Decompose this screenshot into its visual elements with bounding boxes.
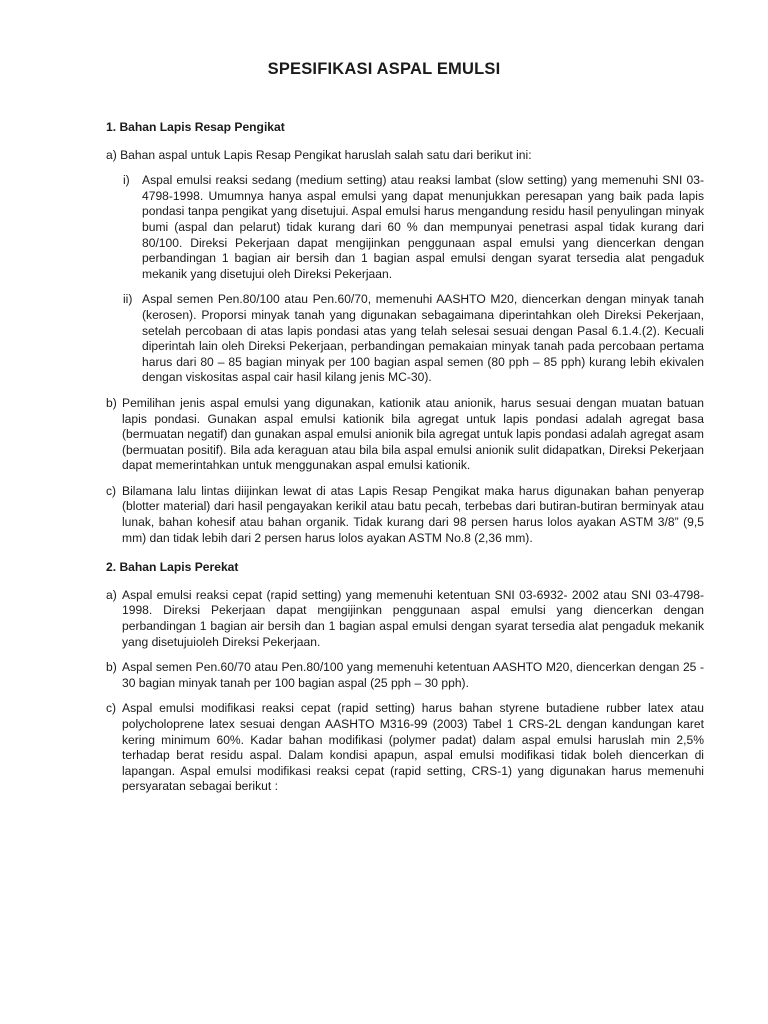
section-2-heading: 2. Bahan Lapis Perekat [106, 560, 239, 575]
list-item [123, 173, 704, 282]
document-body [106, 120, 704, 805]
list-marker: c) [106, 483, 117, 498]
list-marker: b) [106, 660, 117, 675]
section-1-intro: a) Bahan aspal untuk Lapis Resap Pengikat haruslah salah satu dari berikut ini: [106, 147, 532, 162]
list-item-text: Pemilihan jenis aspal emulsi yang digunakan, kationik atau anionik, harus sesuai dengan muatan batuan lapis pondasi. Gunakan aspal emulsi kationik bila agregat untuk lapis pondasi adalah agregat basa (bermuatan negatif) dan gunakan aspal emulsi anionik bila agregat untuk lapis pondasi adalah agregat asam (bermuatan positif). Bila ada keraguan atau bila bila aspal emulsi anionik sulit didapatkan, Direksi Pekerjaan dapat memerintahkan untuk menggunakan aspal emulsi kationik. [122, 395, 704, 473]
list-marker: a) [106, 587, 117, 602]
list-marker: b) [106, 395, 117, 410]
list-item-text: Aspal semen Pen.60/70 atau Pen.80/100 yang memenuhi ketentuan AASHTO M20, diencerkan dengan 25 - 30 bagian minyak tanah per 100 bagian aspal (25 pph – 30 pph). [122, 660, 704, 690]
list-marker: ii) [123, 292, 133, 307]
list-item-text: Aspal emulsi reaksi cepat (rapid setting) yang memenuhi ketentuan SNI 03-6932- 2002 atau SNI 03-4798-1998. Direksi Pekerjaan dapat mengijinkan penggunaan aspal emulsi yang diencerkan dengan perbandingan 1 bagian air bersih dan 1 bagian aspal emulsi dengan syarat tersedia alat pengaduk mekanik yang disetujuioleh Direksi Pekerjaan. [122, 587, 704, 649]
list-item-text: Aspal emulsi reaksi sedang (medium setting) atau reaksi lambat (slow setting) yang memenuhi SNI 03-4798-1998. Umumnya hanya aspal emulsi yang dapat menunjukkan peresapan yang baik pada lapis pondasi tanpa pengikat yang disetujui. Aspal emulsi harus mengandung residu hasil penyulingan minyak bumi (aspal dan pelarut) tidak kurang dari 60 % dan mempunyai penetrasi aspal tidak kurang dari 80/100. Direksi Pekerjaan dapat mengijinkan penggunaan aspal emulsi yang diencerkan dengan perbandingan 1 bagian air bersih dan 1 bagian aspal emulsi dengan syarat tersedia alat pengaduk mekanik yang disetujui oleh Direksi Pekerjaan. [142, 173, 704, 281]
document-title: SPESIFIKASI ASPAL EMULSI [267, 60, 501, 78]
list-item-text: Aspal emulsi modifikasi reaksi cepat (rapid setting) harus bahan styrene butadiene rubber latex atau polycholoprene latex sesuai dengan AASHTO M316-99 (2003) Tabel 1 CRS-2L dengan kandungan karet kering minimum 60%. Kadar bahan modifikasi (polymer padat) dalam aspal emulsi haruslah min 2,5% terhadap berat residu aspal. Dalam kondisi apapun, aspal emulsi modifikasi tidak boleh diencerkan di lapangan. Aspal emulsi modifikasi reaksi cepat (rapid setting, CRS-1) yang digunakan harus memenuhi persyaratan sebagai berikut : [122, 701, 704, 794]
list-marker: c) [106, 701, 117, 716]
list-item [123, 292, 704, 386]
list-item-text: Bilamana lalu lintas diijinkan lewat di atas Lapis Resap Pengikat maka harus digunakan bahan penyerap (blotter material) dari hasil pengayakan kerikil atau batu pecah, terbebas dari butiran-butiran berminyak atau lunak, bahan kohesif atau bahan organik. Tidak kurang dari 98 persen harus lolos ayakan ASTM 3/8” (9,5 mm) dan tidak lebih dari 2 persen harus lolos ayakan ASTM No.8 (2,36 mm). [122, 483, 704, 545]
list-item [106, 484, 704, 546]
section-1-heading: 1. Bahan Lapis Resap Pengikat [106, 120, 285, 134]
list-item [106, 660, 704, 691]
list-item [106, 701, 704, 795]
list-item-text: Aspal semen Pen.80/100 atau Pen.60/70, memenuhi AASHTO M20, diencerkan dengan minyak tanah (kerosen). Proporsi minyak tanah yang digunakan sebagaimana diperintahkan oleh Direksi Pekerjaan, setelah percobaan di atas lapis pondasi atas yang telah selesai sesuai dengan Pasal 6.1.4.(2). Kecuali diperintah lain oleh Direksi Pekerjaan, perbandingan pemakaian minyak tanah pada percobaan pertama harus dari 80 – 85 bagian minyak per 100 bagian aspal semen (80 pph – 85 pph) kurang lebih ekivalen dengan viskositas aspal cair hasil kilang jenis MC-30). [142, 292, 704, 385]
list-marker: i) [123, 173, 130, 188]
list-item [106, 396, 704, 474]
list-item [106, 588, 704, 650]
